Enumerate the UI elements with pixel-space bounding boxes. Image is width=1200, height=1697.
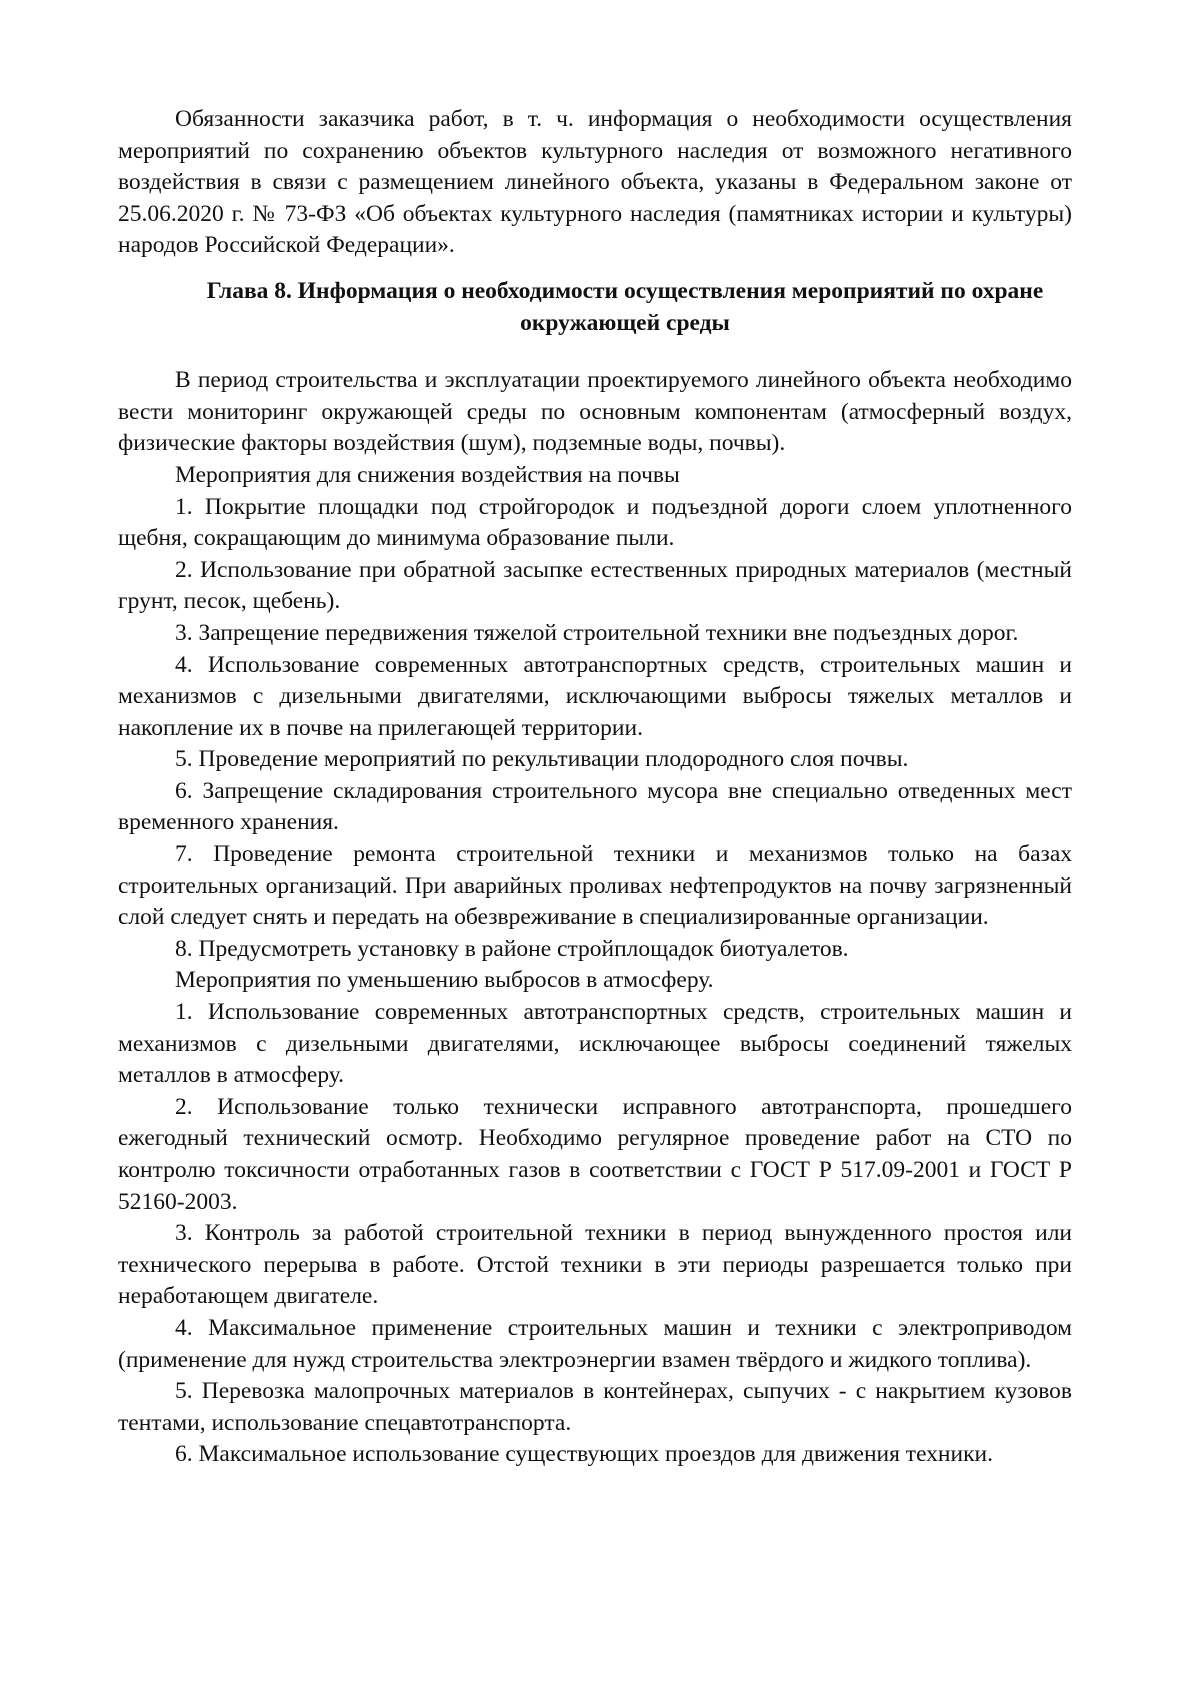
air-item-2: 2. Использование только технически исправного автотранспорта, прошедшего ежегодный технический осмотр. Необходимо регулярное проведение работ на СТО по контролю токсичности отработанных газов в соответствии с ГОСТ Р 517.09-2001 и ГОСТ Р 52160-2003. [118, 1093, 1072, 1215]
soil-item-8: 8. Предусмотреть установку в районе стройплощадок биотуалетов. [175, 935, 849, 962]
monitoring-paragraph: В период строительства и эксплуатации проектируемого линейного объекта необходимо вести мониторинг окружающей среды по основным компонентам (атмосферный воздух, физические факторы воздействия (шум), подземные воды, почвы). [118, 367, 1072, 457]
soil-section-title: Мероприятия для снижения воздействия на почвы [175, 461, 680, 488]
soil-item-2: 2. Использование при обратной засыпке естественных природных материалов (местный грунт, песок, щебень). [118, 556, 1072, 615]
chapter-heading-line-1: Глава 8. Информация о необходимости осуществления мероприятий по охране [206, 277, 1044, 304]
document-page [118, 104, 1072, 1471]
air-item-5: 5. Перевозка малопрочных материалов в контейнерах, сыпучих - с накрытием кузовов тентами, использование спецавтотранспорта. [118, 1378, 1072, 1436]
soil-item-6: 6. Запрещение складирования строительного мусора вне специально отведенных мест временного хранения. [118, 777, 1072, 836]
air-item-4: 4. Максимальное применение строительных машин и техники с электроприводом (применение для нужд строительства электроэнергии взамен твёрдого и жидкого топлива). [118, 1314, 1072, 1373]
soil-item-7: 7. Проведение ремонта строительной техники и механизмов только на базах строительных организаций. При аварийных проливах нефтепродуктов на почву загрязненный слой следует снять и передать на обезвреживание в специализированные организации. [118, 841, 1072, 931]
air-item-6: 6. Максимальное использование существующих проездов для движения техники. [175, 1441, 993, 1468]
chapter-heading-line-2: окружающей среды [520, 309, 730, 336]
soil-item-3: 3. Запрещение передвижения тяжелой строительной техники вне подъездных дорог. [175, 619, 1019, 646]
soil-item-4: 4. Использование современных автотранспортных средств, строительных машин и механизмов с дизельными двигателями, исключающими выбросы тяжелых металлов и накопление их в почве на прилегающей территории. [118, 651, 1072, 741]
soil-item-1: 1. Покрытие площадки под стройгородок и подъездной дороги слоем уплотненного щебня, сокращающим до минимума образование пыли. [118, 493, 1072, 552]
air-item-1: 1. Использование современных автотранспортных средств, строительных машин и механизмов с дизельными двигателями, исключающее выбросы соединений тяжелых металлов в атмосферу. [118, 999, 1072, 1089]
intro-paragraph: Обязанности заказчика работ, в т. ч. информация о необходимости осуществления мероприятий по сохранению объектов культурного наследия от возможного негативного воздействия в связи с размещением линейного объекта, указаны в Федеральном законе от 25.06.2020 г. № 73-ФЗ «Об объектах культурного наследия (памятниках истории и культуры) народов Российской Федерации». [118, 106, 1072, 259]
chapter-heading [118, 276, 1072, 339]
air-section-title: Мероприятия по уменьшению выбросов в атмосферу. [175, 967, 714, 994]
soil-item-5: 5. Проведение мероприятий по рекультивации плодородного слоя почвы. [175, 746, 909, 773]
air-item-3: 3. Контроль за работой строительной техники в период вынужденного простоя или технического перерыва в работе. Отстой техники в эти периоды разрешается только при неработающем двигателе. [118, 1220, 1072, 1310]
